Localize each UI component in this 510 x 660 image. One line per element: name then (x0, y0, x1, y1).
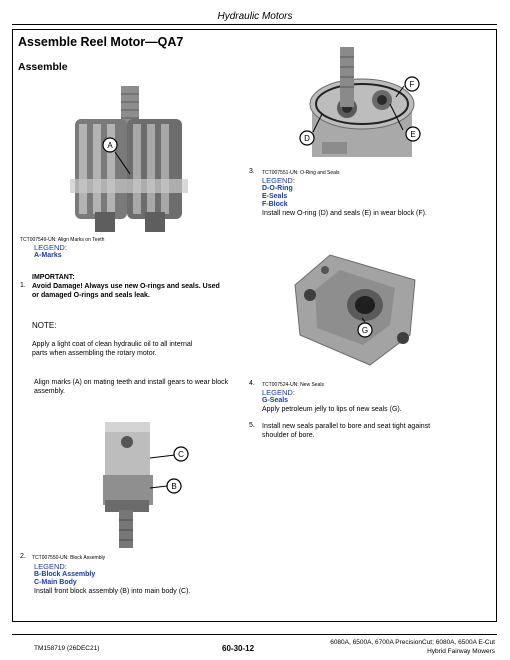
block-assembly-photo (95, 420, 195, 550)
svg-text:C: C (178, 450, 184, 459)
callout-g (358, 323, 372, 337)
important-label: IMPORTANT: (32, 274, 75, 281)
step4-number: 4. (249, 380, 255, 387)
fig3-caption: TCT007550-UN: Block Assembly (32, 555, 106, 561)
important-text-line2: or damaged O-rings and seals leak. (32, 292, 150, 299)
note-line1: Apply a light coat of clean hydraulic oil to all internal (32, 341, 193, 348)
important-text-line1: Avoid Damage! Always use new O-rings and seals. Used (32, 283, 220, 290)
footer-models-line2: Hybrid Fairway Mowers (427, 648, 495, 655)
svg-text:F: F (409, 80, 415, 89)
gears-photo (55, 84, 200, 234)
footer-rule (12, 634, 497, 635)
page-header-title: Hydraulic Motors (217, 11, 293, 22)
footer-doc-id: TM158719 (26DEC21) (34, 645, 100, 652)
footer-page-number: 60-30-12 (222, 644, 255, 653)
callout-a (103, 138, 117, 152)
svg-text:A: A (107, 141, 113, 150)
step2-text: Install front block assembly (B) into main body (C). (34, 588, 191, 595)
step5-text-line2: shoulder of bore. (262, 432, 315, 439)
callout-b (167, 479, 181, 493)
step5-text-line1: Install new seals parallel to bore and seat tight against (262, 423, 431, 430)
callout-f (405, 77, 419, 91)
step3-number: 3. (249, 168, 255, 175)
fig3-legend-label: LEGEND: (34, 562, 67, 571)
section-subtitle: Assemble (18, 61, 68, 73)
fig3-legend-item-c: C-Main Body (34, 579, 77, 586)
callout-e (406, 127, 420, 141)
fig2-caption: TCT007551-UN: O-Ring and Seals (262, 170, 340, 176)
step5-number: 5. (249, 422, 255, 429)
fig1-legend-label: LEGEND: (34, 243, 67, 252)
header-rule (12, 24, 497, 25)
step4-text: Apply petroleum jelly to lips of new seals (G). (262, 406, 402, 413)
note-label: NOTE: (32, 321, 57, 330)
fig1-legend-item: A-Marks (34, 252, 62, 259)
fig1-caption: TCT007549-UN: Align Marks on Teeth (20, 237, 105, 243)
fig3-legend-item-b: B-Block Assembly (34, 571, 96, 578)
svg-text:B: B (171, 482, 177, 491)
fig2-legend-item-e: E-Seals (262, 193, 288, 200)
fig2-legend-label: LEGEND: (262, 176, 295, 185)
fig2-legend-item-f: F-Block (262, 201, 288, 208)
section-title: Assemble Reel Motor—QA7 (18, 35, 184, 49)
step1-text-line1: Align marks (A) on mating teeth and install gears to wear block (34, 379, 229, 386)
step1-text-line2: assembly. (34, 388, 65, 395)
step1-number: 1. (20, 282, 26, 289)
fig2-legend-item-d: D-O-Ring (262, 185, 293, 192)
wear-block-photo (292, 42, 427, 167)
svg-text:D: D (304, 134, 310, 143)
seal-housing-photo (285, 250, 425, 370)
footer-models-line1: 6080A, 6500A, 6700A PrecisionCut; 6080A, 6500A E-Cut (330, 639, 495, 646)
fig4-legend-label: LEGEND: (262, 388, 295, 397)
svg-text:E: E (410, 130, 416, 139)
fig4-caption: TCT007524-UN: New Seals (262, 382, 324, 388)
note-line2: parts when assembling the rotary motor. (32, 350, 157, 357)
step3-text: Install new O-ring (D) and seals (E) in wear block (F). (262, 210, 427, 217)
fig4-legend-item-g: G-Seals (262, 397, 289, 404)
svg-text:G: G (361, 326, 369, 335)
step2-number: 2. (20, 553, 26, 560)
callout-c (174, 447, 188, 461)
callout-d (300, 131, 314, 145)
